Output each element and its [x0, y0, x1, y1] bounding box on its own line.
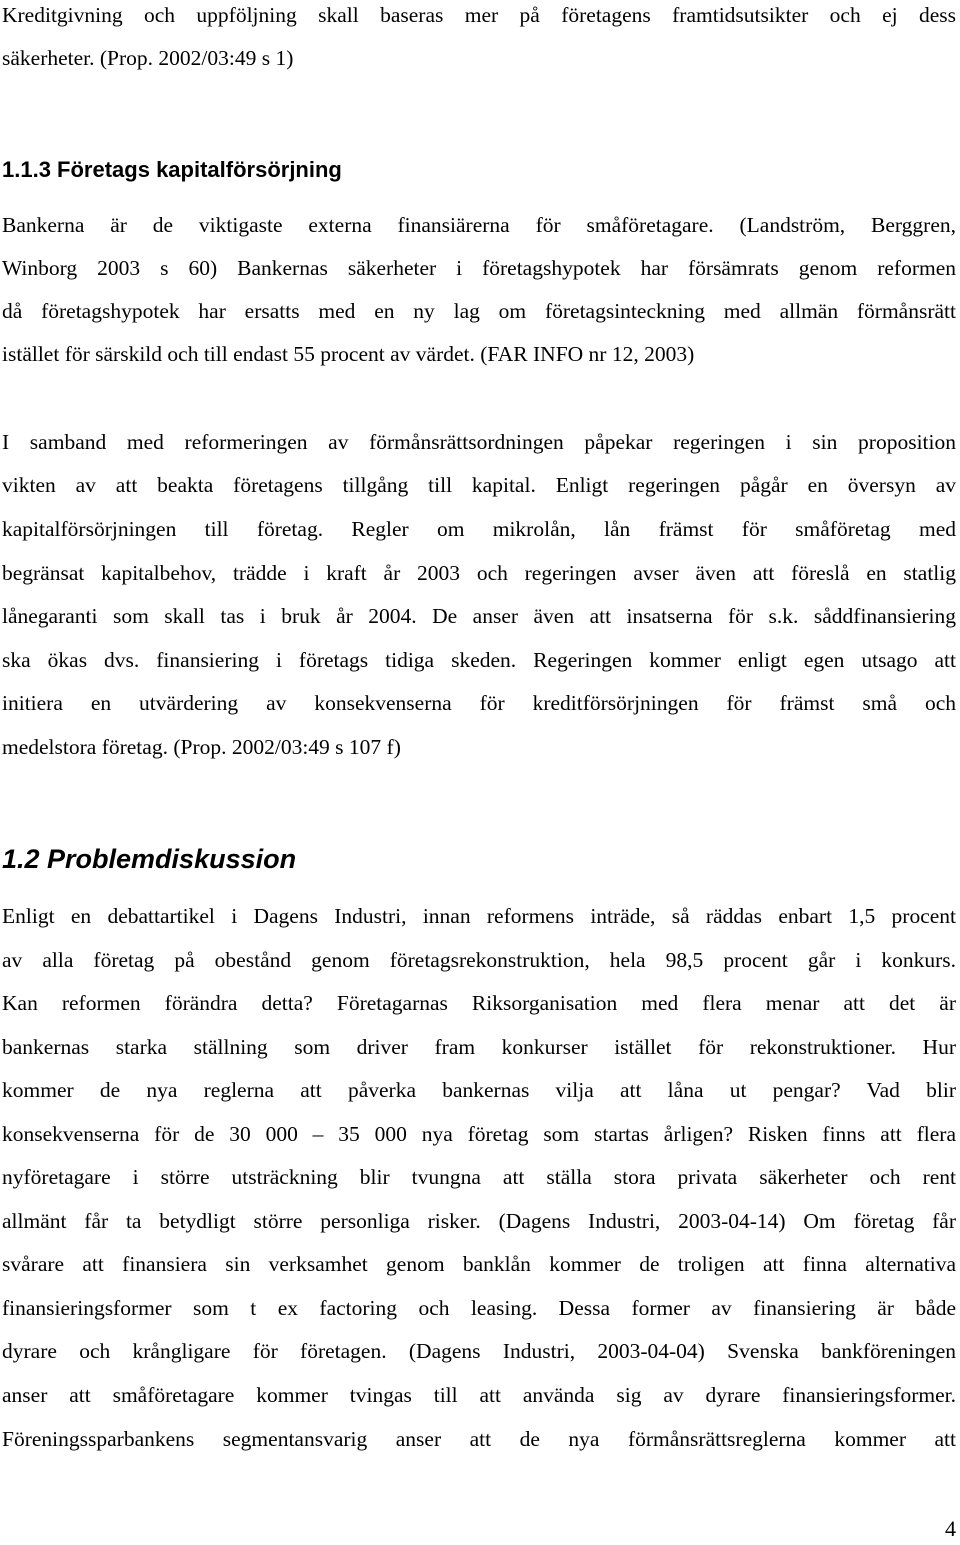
body-line: finansieringsformer som t ex factoring och leasing. Dessa former av finansiering är både	[2, 1296, 956, 1320]
body-line: istället för särskild och till endast 55 procent av värdet. (FAR INFO nr 12, 2003)	[2, 342, 695, 366]
section-heading-1-2: 1.2 Problemdiskussion	[2, 844, 297, 874]
body-line: Kreditgivning och uppföljning skall baseras mer på företagens framtidsutsikter och ej dess	[2, 3, 956, 27]
body-line: Kan reformen förändra detta? Företagarnas Riksorganisation med flera menar att det är	[2, 991, 956, 1015]
body-line: dyrare och krångligare för företagen. (Dagens Industri, 2003-04-04) Svenska bankföreningen	[2, 1339, 956, 1363]
body-line: Enligt en debattartikel i Dagens Industri, innan reformens inträde, så räddas enbart 1,5 procent	[2, 904, 956, 928]
body-line: svårare att finansiera sin verksamhet genom banklån kommer de troligen att finna alternativa	[2, 1252, 956, 1276]
page-number: 4	[945, 1516, 956, 1541]
body-line: lånegaranti som skall tas i bruk år 2004. De anser även att insatserna för s.k. såddfinansiering	[2, 604, 956, 628]
body-line: av alla företag på obestånd genom företagsrekonstruktion, hela 98,5 procent går i konkurs.	[2, 948, 956, 972]
body-line: kommer de nya reglerna att påverka bankernas vilja att låna ut pengar? Vad blir	[2, 1078, 956, 1102]
body-line: anser att småföretagare kommer tvingas till att använda sig av dyrare finansieringsformer.	[2, 1383, 956, 1407]
body-line: kapitalförsörjningen till företag. Regler om mikrolån, lån främst för småföretag med	[2, 517, 956, 541]
body-line: bankernas starka ställning som driver fram konkurser istället för rekonstruktioner. Hur	[2, 1035, 956, 1059]
body-line: Winborg 2003 s 60) Bankernas säkerheter i företagshypotek har försämrats genom reformen	[2, 256, 956, 280]
body-line: vikten av att beakta företagens tillgång till kapital. Enligt regeringen pågår en översyn av	[2, 473, 956, 497]
body-line: då företagshypotek har ersatts med en ny lag om företagsinteckning med allmän förmånsrätt	[2, 299, 956, 323]
body-line: I samband med reformeringen av förmånsrättsordningen påpekar regeringen i sin proposition	[2, 430, 956, 454]
body-line: ska ökas dvs. finansiering i företags tidiga skeden. Regeringen kommer enligt egen utsago att	[2, 648, 956, 672]
body-line: säkerheter. (Prop. 2002/03:49 s 1)	[2, 46, 294, 70]
body-line: allmänt får ta betydligt större personliga risker. (Dagens Industri, 2003-04-14) Om företag får	[2, 1209, 956, 1233]
section-heading-1-1-3: 1.1.3 Företags kapitalförsörjning	[2, 157, 342, 182]
body-line: initiera en utvärdering av konsekvenserna för kreditförsörjningen för främst små och	[2, 691, 956, 715]
body-line: Bankerna är de viktigaste externa finansiärerna för småföretagare. (Landström, Berggren,	[2, 213, 956, 237]
body-line: konsekvenserna för de 30 000 – 35 000 nya företag som startas årligen? Risken finns att flera	[2, 1122, 956, 1146]
body-line: medelstora företag. (Prop. 2002/03:49 s 107 f)	[2, 735, 401, 759]
body-line: Föreningssparbankens segmentansvarig anser att de nya förmånsrättsreglerna kommer att	[2, 1427, 956, 1451]
body-line: begränsat kapitalbehov, trädde i kraft år 2003 och regeringen avser även att föreslå en statlig	[2, 561, 956, 585]
body-line: nyföretagare i större utsträckning blir tvungna att ställa stora privata säkerheter och rent	[2, 1165, 956, 1189]
